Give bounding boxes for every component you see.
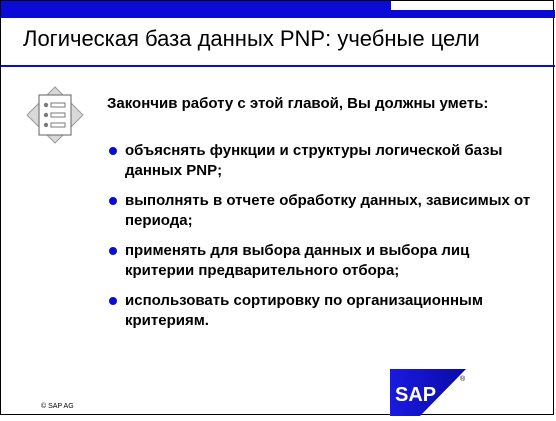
objectives-list-icon [25, 85, 85, 145]
bullet-icon [109, 197, 117, 205]
sap-logo [390, 369, 466, 416]
list-item [109, 241, 539, 281]
list-item-text: использовать сортировку по организационным критериям. [125, 292, 483, 329]
registered-mark: ® [460, 376, 466, 383]
list-item-text: объяснять функции и структуры логической базы данных PNP; [125, 142, 503, 179]
header-strip [391, 10, 555, 18]
bullet-icon [109, 297, 117, 305]
objectives-list [109, 141, 539, 341]
list-item [109, 291, 539, 331]
bullet-icon [109, 147, 117, 155]
sap-logo-text: SAP [395, 384, 437, 406]
list-item [109, 141, 539, 181]
copyright-text: © SAP AG [41, 403, 74, 410]
list-item-text: выполнять в отчете обработку данных, зависимых от периода; [125, 192, 531, 229]
title-divider [1, 65, 555, 67]
header-bar [1, 1, 391, 18]
list-item-text: применять для выбора данных и выбора лиц критерии предварительного отбора; [125, 242, 470, 279]
list-item [109, 191, 539, 231]
slide-title: Логическая база данных PNP: учебные цели [23, 26, 480, 51]
bullet-icon [109, 247, 117, 255]
intro-text: Закончив работу с этой главой, Вы должны уметь: [107, 95, 489, 112]
